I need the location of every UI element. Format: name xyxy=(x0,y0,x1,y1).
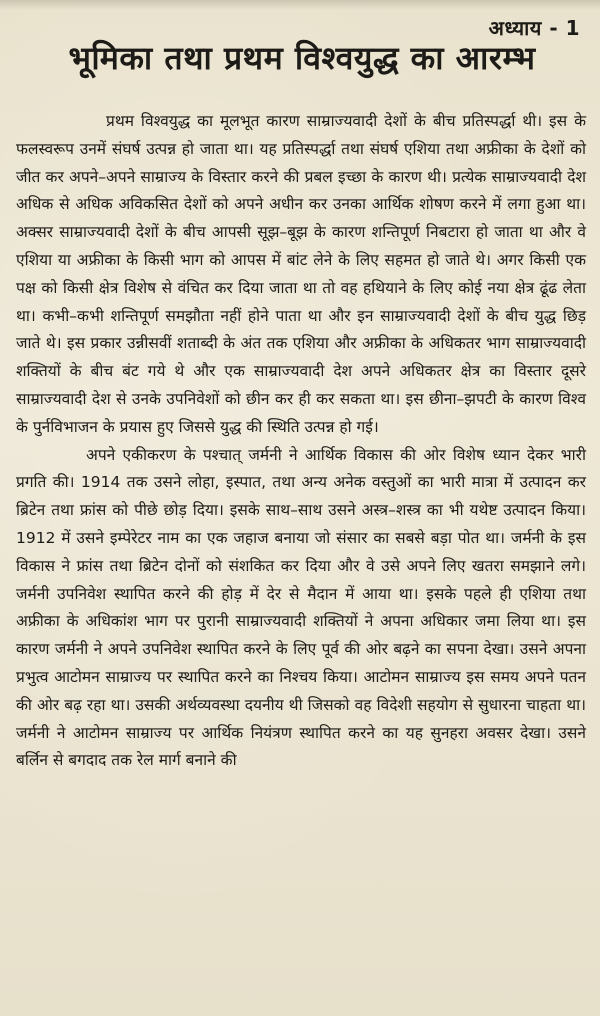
paragraph-2: अपने एकीकरण के पश्चात् जर्मनी ने आर्थिक विकास की ओर विशेष ध्यान देकर भारी प्रगति की। 1914 तक उसने लोहा, इस्पात, तथा अन्य अनेक वस्तुओं का भारी मात्रा में उत्पादन कर ब्रिटेन तथा फ्रांस को पीछे छोड़ दिया। इसके साथ–साथ उसने अस्त्र–शस्त्र का भी यथेष्ट उत्पादन किया। 1912 में उसने इम्पेरेटर नाम का एक जहाज बनाया जो संसार का सबसे बड़ा पोत था। जर्मनी के इस विकास ने फ्रांस तथा ब्रिटेन दोनों को संशकित कर दिया और वे उसे अपने लिए खतरा समझाने लगे। जर्मनी उपनिवेश स्थापित करने की होड़ में देर से मैदान में आया था। इसके पहले ही एशिया तथा अफ्रीका के अधिकांश भाग पर पुरानी साम्राज्यवादी शक्तियों ने अपना अधिकार जमा लिया था। इस कारण जर्मनी ने अपने उपनिवेश स्थापित करने के लिए पूर्व की ओर बढ़ने का सपना देखा। उसने अपना प्रभुत्व आटोमन साम्राज्य पर स्थापित करने का निश्चय किया। आटोमन साम्राज्य इस समय अपने पतन की ओर बढ़ रहा था। उसकी अर्थव्यवस्था दयनीय थी जिसको वह विदेशी सहयोग से सुधारना चाहता था। जर्मनी ने आटोमन साम्राज्य पर आर्थिक नियंत्रण स्थापित करने का यह सुनहरा अवसर देखा। उसने बर्लिन से बगदाद तक रेल मार्ग बनाने की xyxy=(16,445,586,770)
body-text xyxy=(16,108,586,775)
chapter-title: भूमिका तथा प्रथम विश्वयुद्ध का आरम्भ xyxy=(68,39,536,77)
chapter-label: अध्याय - 1 xyxy=(488,16,580,40)
page-top-bleed xyxy=(0,0,600,10)
paragraph-1: प्रथम विश्वयुद्ध का मूलभूत कारण साम्राज्यवादी देशों के बीच प्रतिस्पर्द्धा थी। इस के फलस्वरूप उनमें संघर्ष उत्पन्न हो जाता था। यह प्रतिस्पर्द्धा तथा संघर्ष एशिया तथा अफ्रीका के देशों को जीत कर अपने–अपने साम्राज्य के विस्तार करने की प्रबल इच्छा के कारण थी। प्रत्येक साम्राज्यवादी देश अधिक से अधिक अविकसित देशों को अपने अधीन कर उनका आर्थिक शोषण करने में लगा हुआ था। अक्सर साम्राज्यवादी देशों के बीच आपसी सूझ–बूझ के कारण शन्तिपूर्ण निबटारा हो जाता था और वे एशिया या अफ्रीका के किसी भाग को आपस में बांट लेने के लिए सहमत हो जाते थे। अगर किसी एक पक्ष को किसी क्षेत्र विशेष से वंचित कर दिया जाता था तो वह हथियाने के लिए कोई नया क्षेत्र ढूंढ लेता था। कभी–कभी शन्तिपूर्ण समझौता नहीं होने पाता था और इन साम्राज्यवादी देशों के बीच युद्ध छिड़ जाते थे। इस प्रकार उन्नीसवीं शताब्दी के अंत तक एशिया और अफ्रीका के अधिकतर भाग साम्राज्यवादी शक्तियों के बीच बंट गये थे और एक साम्राज्यवादी देश अपने अधिकतर क्षेत्र का विस्तार दूसरे साम्राज्यवादी देश से उनके उपनिवेशों को छीन कर ही कर सकता था। इस छीना–झपटी के कारण विश्व के पुर्नविभाजन के प्रयास हुए जिससे युद्ध की स्थिति उत्पन्न हो गई। xyxy=(16,112,586,436)
